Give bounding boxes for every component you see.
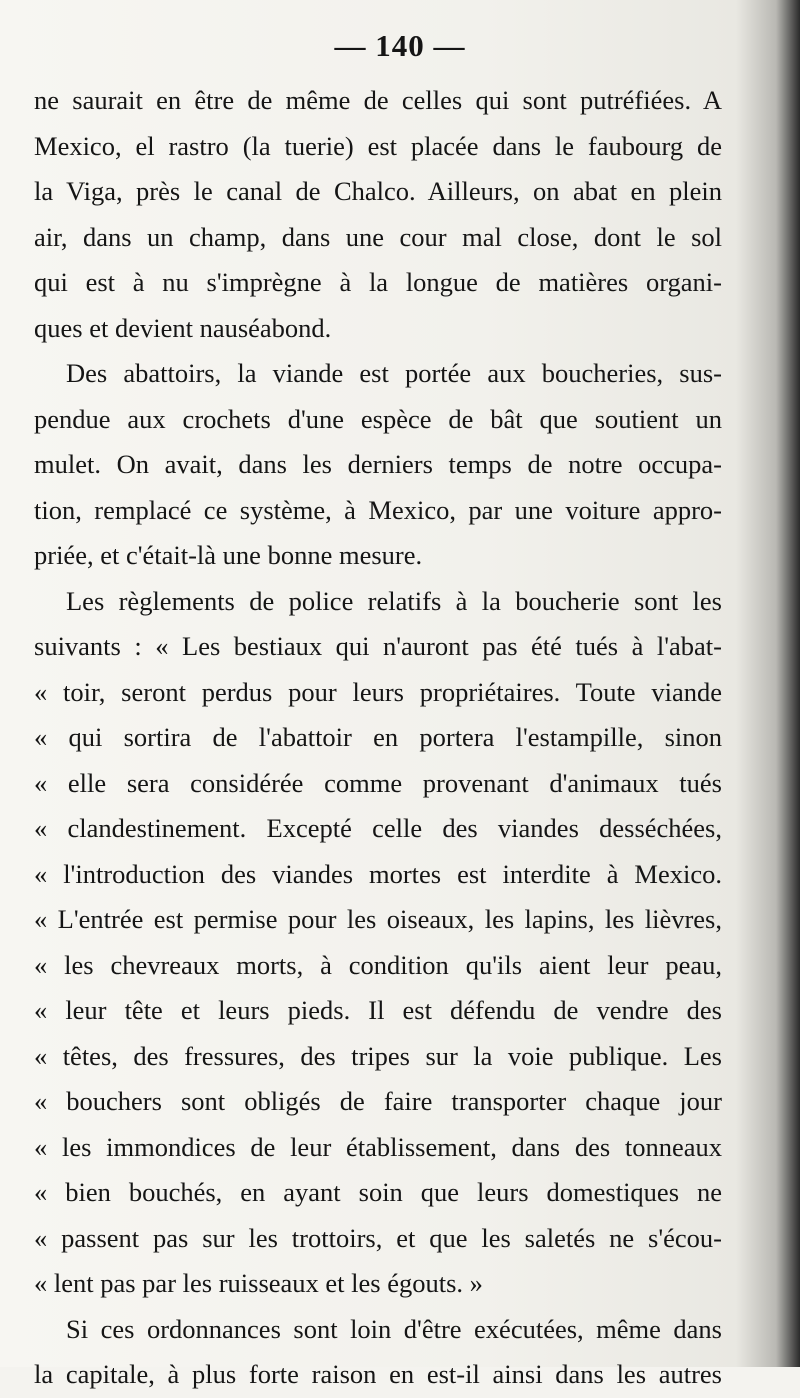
text-line: « passent pas sur les trottoirs, et que les saletés ne s'écou- xyxy=(34,1222,722,1253)
text-line: « lent pas par les ruisseaux et les égouts. » xyxy=(34,1268,483,1298)
text-line: « leur tête et leurs pieds. Il est défendu de vendre des xyxy=(34,995,722,1025)
text-line: « les immondices de leur établissement, dans des tonneaux xyxy=(34,1131,722,1162)
text-line: qui est à nu s'imprègne à la longue de matières organi- xyxy=(34,267,722,297)
text-line: Les règlements de police relatifs à la boucherie sont les xyxy=(66,585,722,616)
text-line: « clandestinement. Excepté celle des viandes desséchées, xyxy=(34,813,722,843)
text-line: la Viga, près le canal de Chalco. Ailleurs, on abat en plein xyxy=(34,176,722,206)
text-line: pendue aux crochets d'une espèce de bât que soutient un xyxy=(34,403,722,434)
text-line: la capitale, à plus forte raison en est-il ainsi dans les autres xyxy=(34,1359,722,1389)
text-line: mulet. On avait, dans les derniers temps de notre occupa- xyxy=(34,449,722,479)
text-line: « qui sortira de l'abattoir en portera l'estampille, sinon xyxy=(34,722,722,752)
text-line: « têtes, des fressures, des tripes sur la voie publique. Les xyxy=(34,1040,722,1071)
text-line: « les chevreaux morts, à condition qu'ils aient leur peau, xyxy=(34,949,722,980)
body-text xyxy=(34,78,722,1398)
text-line: ne saurait en être de même de celles qui sont putréfiées. A xyxy=(34,85,722,115)
text-line: « bouchers sont obligés de faire transporter chaque jour xyxy=(34,1086,722,1116)
text-line: « elle sera considérée comme provenant d'animaux tués xyxy=(34,767,722,798)
text-line: air, dans un champ, dans une cour mal close, dont le sol xyxy=(34,221,722,252)
text-line: Des abattoirs, la viande est portée aux boucheries, sus- xyxy=(66,358,722,388)
text-line: tion, remplacé ce système, à Mexico, par une voiture appro- xyxy=(34,494,722,525)
text-line: Si ces ordonnances sont loin d'être exécutées, même dans xyxy=(66,1313,722,1344)
text-line: « toir, seront perdus pour leurs propriétaires. Toute viande xyxy=(34,676,722,707)
text-line: Mexico, el rastro (la tuerie) est placée dans le faubourg de xyxy=(34,130,722,161)
text-line: « L'entrée est permise pour les oiseaux, les lapins, les lièvres, xyxy=(34,904,722,934)
text-line: ques et devient nauséabond. xyxy=(34,312,332,343)
text-line: « bien bouchés, en ayant soin que leurs domestiques ne xyxy=(34,1177,722,1207)
text-line: priée, et c'était-là une bonne mesure. xyxy=(34,540,423,570)
text-line: suivants : « Les bestiaux qui n'auront pas été tués à l'abat- xyxy=(34,631,722,661)
text-line: « l'introduction des viandes mortes est interdite à Mexico. xyxy=(34,858,722,889)
page-number: — 140 — xyxy=(334,28,466,63)
